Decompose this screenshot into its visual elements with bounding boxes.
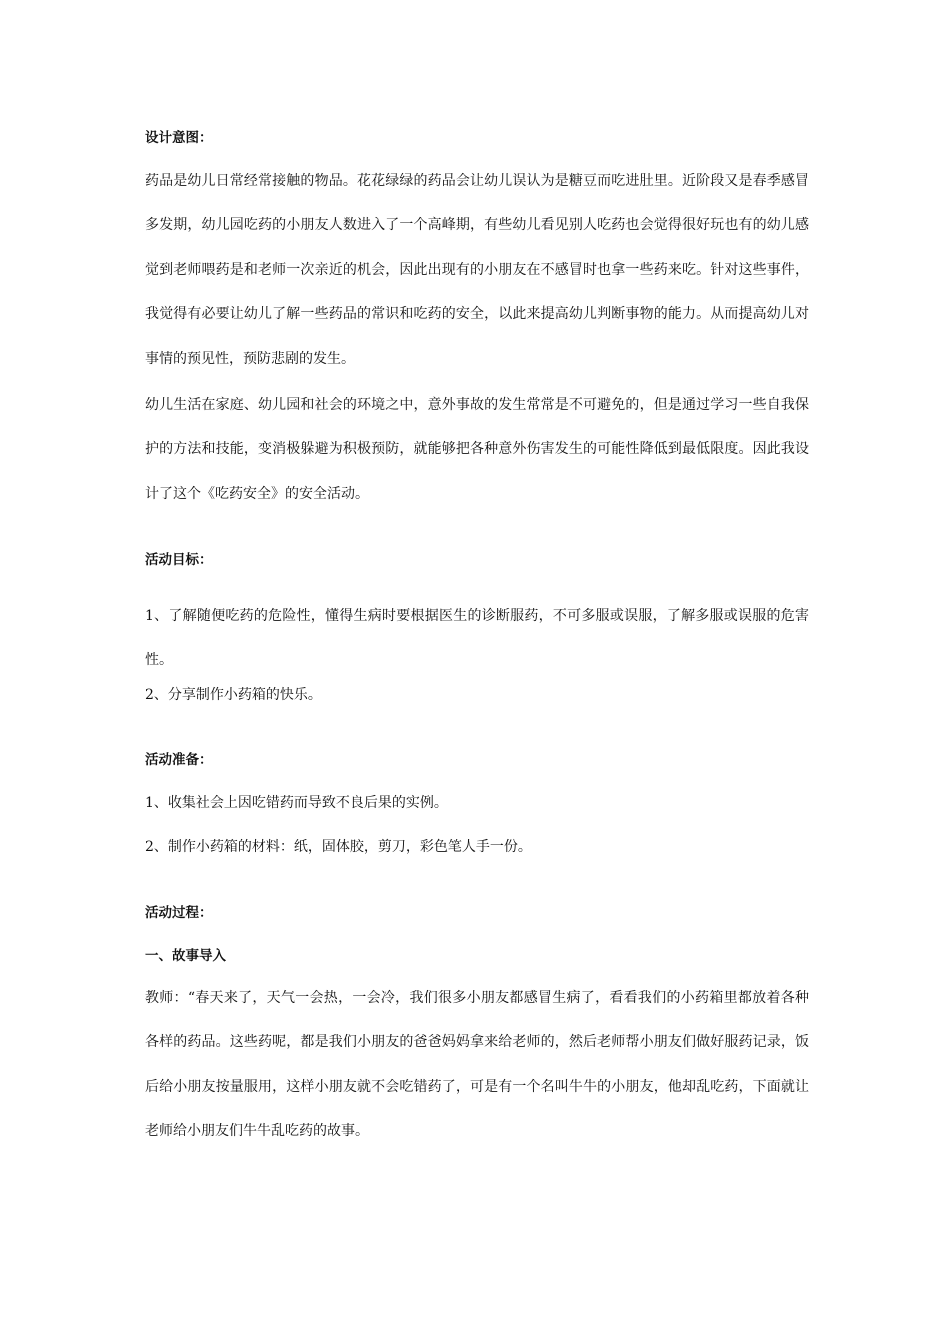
process-paragraph-1: 教师：“春天来了，天气一会热，一会冷，我们很多小朋友都感冒生病了，看看我们的小药箱里都放着各种各样的药品。这些药呢，都是我们小朋友的爸爸妈妈拿来给老师的，然后老师帮小朋友们做好服药记录，饭后给小朋友按量服用，这样小朋友就不会吃错药了，可是有一个名叫牛牛的小朋友，他却乱吃药，下面就让老师给小朋友们牛牛乱吃药的故事。 [145, 990, 809, 1140]
preparation-heading: 活动准备： [145, 752, 213, 768]
process-subheading-1: 一、故事导入 [145, 948, 226, 964]
design-intent-paragraph-2: 幼儿生活在家庭、幼儿园和社会的环境之中，意外事故的发生常常是不可避免的，但是通过学习一些自我保护的方法和技能，变消极躲避为积极预防，就能够把各种意外伤害发生的可能性降低到最低限度。因此我设计了这个《吃药安全》的安全活动。 [145, 397, 809, 502]
process-heading: 活动过程： [145, 905, 213, 921]
design-intent-heading: 设计意图： [145, 130, 213, 146]
goal-item-1: 1、了解随便吃药的危险性，懂得生病时要根据医生的诊断服药，不可多服或误服，了解多服或误服的危害性。 [145, 608, 809, 669]
design-intent-paragraph-1: 药品是幼儿日常经常接触的物品。花花绿绿的药品会让幼儿误认为是糖豆而吃进肚里。近阶段又是春季感冒多发期，幼儿园吃药的小朋友人数进入了一个高峰期，有些幼儿看见别人吃药也会觉得很好玩也有的幼儿感觉到老师喂药是和老师一次亲近的机会，因此出现有的小朋友在不感冒时也拿一些药来吃。针对这些事件，我觉得有必要让幼儿了解一些药品的常识和吃药的安全，以此来提高幼儿判断事物的能力。从而提高幼儿对事情的预见性，预防悲剧的发生。 [145, 173, 809, 367]
preparation-item-2: 2、制作小药箱的材料：纸，固体胶，剪刀，彩色笔人手一份。 [145, 839, 532, 855]
preparation-item-1: 1、收集社会上因吃错药而导致不良后果的实例。 [145, 795, 448, 811]
goal-item-2: 2、分享制作小药箱的快乐。 [145, 687, 322, 703]
goals-heading: 活动目标： [145, 552, 213, 568]
